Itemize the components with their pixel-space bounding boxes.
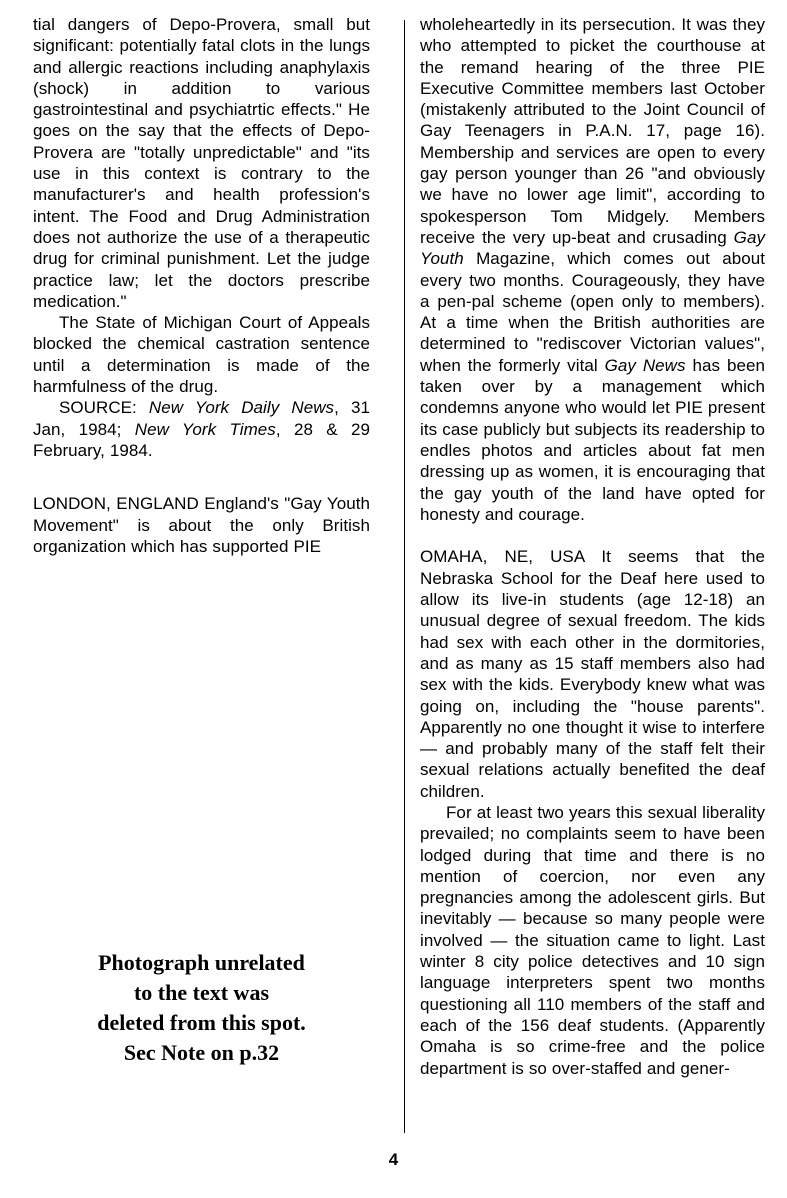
right-column bbox=[420, 14, 765, 1079]
text-run: LONDON, ENGLAND England's "Gay Youth Movement" is about the only British organization which has supported PIE bbox=[33, 494, 370, 556]
column-divider-rule bbox=[404, 20, 405, 1133]
paragraph-london-england-item bbox=[33, 493, 370, 557]
text-run: SOURCE: bbox=[59, 398, 149, 418]
text-run: The State of Michigan Court of Appeals blocked the chemical castration sentence until a determination is made of the harmfulness of the drug. bbox=[33, 313, 370, 397]
photo-note-line: to the text was bbox=[133, 980, 270, 1005]
italic-title: New York Times bbox=[134, 419, 276, 439]
text-run: OMAHA, NE, USA It seems that the Nebraska School for the Deaf here used to allow its live-in students (age 12-18) an unusual degree of sexual freedom. The kids had sex with each other in the dormitories, and as many as 15 staff members also had sex with the kids. Everybody knew what was going on, including the "house parents". Apparently no one thought it wise to interfere — and probably many of the staff felt their sexual relations actually benefited the deaf children. bbox=[420, 547, 765, 801]
deleted-photograph-note bbox=[33, 948, 370, 1068]
italic-title: Gay Youth bbox=[420, 227, 765, 269]
paragraph-michigan-court-appeals bbox=[33, 312, 370, 397]
photo-note-line: deleted from this spot. bbox=[97, 1010, 306, 1035]
paragraph-source-line bbox=[33, 397, 370, 461]
text-run: tial dangers of Depo-Provera, small but significant: potentially fatal clots in the lungs and allergic reactions including anaphylaxis (shock) in addition to various gastrointestinal and psychiatrtic effects." He goes on the say that the effects of Depo-Provera are "totally unpredictable" and "its use in this context is contrary to the manufacturer's and health profession's intent. The Food and Drug Administration does not authorize the use of a therapeutic drug for criminal punishment. Let the judge practice law; let the doctors prescribe medication." bbox=[33, 15, 370, 311]
photo-note-line: Photograph unrelated bbox=[98, 950, 305, 975]
paragraph-omaha-investigation bbox=[420, 802, 765, 1079]
paragraph-depo-provera-continued bbox=[33, 14, 370, 312]
left-column bbox=[33, 14, 370, 557]
italic-title: New York Daily News bbox=[148, 398, 335, 418]
text-run: Magazine, which comes out about every two months. Courageously, they have a pen-pal scheme (open only to members). At a time when the British authorities are determined to "rediscover Victorian values", when the formerly vital bbox=[420, 249, 765, 375]
paragraph-gay-youth-movement-continued bbox=[420, 14, 765, 525]
text-run: For at least two years this sexual liberality prevailed; no complaints seem to have been lodged during that time and there is no mention of coercion, nor even any pregnancies among the adolescent girls. But inevitably — because so many people were involved — the situation came to light. Last winter 8 city police detectives and 10 sign language interpreters spent two months questioning all 110 members of the staff and each of the 156 deaf students. (Apparently Omaha is so crime-free and the police department is so over-staffed and gener- bbox=[420, 802, 765, 1078]
photo-note-line: Sec Note on p.32 bbox=[123, 1040, 280, 1065]
paragraph-omaha-item bbox=[420, 546, 765, 802]
text-run: , 28 & 29 February, 1984. bbox=[33, 419, 370, 460]
text-run: wholeheartedly in its persecution. It was they who attempted to picket the courthouse at the remand hearing of the three PIE Executive Committee members last October (mistakenly attributed to the Joint Council of Gay Teenagers in P.A.N. 17, page 16). Membership and services are open to every gay person younger than 26 "and obviously we have no lower age limit", according to spokesperson Tom Midgely. Members receive the very up-beat and crusading bbox=[420, 15, 765, 247]
italic-title: Gay News bbox=[604, 355, 686, 375]
page-number: 4 bbox=[388, 1150, 399, 1169]
text-run: has been taken over by a management which condemns anyone who would let PIE present its case publicly but subjects its readership to endles photos and articles about fat men dressing up as women, it is encouraging that the gay youth of the land have opted for honesty and courage. bbox=[420, 355, 765, 524]
text-run: , 31 Jan, 1984; bbox=[33, 398, 370, 439]
